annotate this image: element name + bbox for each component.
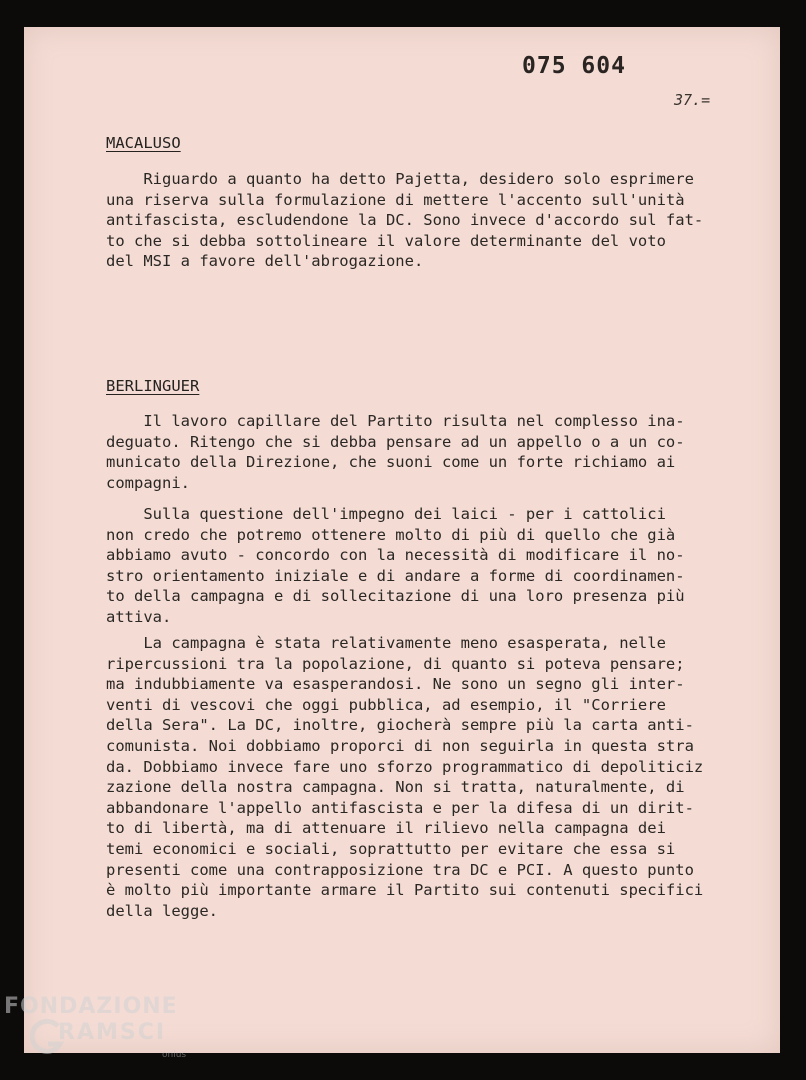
fondazione-gramsci-watermark [0, 990, 200, 1080]
speaker-heading-berlinguer: BERLINGUER [106, 377, 200, 395]
speaker-heading-macaluso: MACALUSO [106, 134, 181, 152]
document-number: 075 604 [522, 53, 626, 79]
paragraph: Sulla questione dell'impegno dei laici - per i cattolici non credo che potremo ottenere molto di più di quello che già abbiamo avuto - concordo con la necessità di modificare il no- stro orientamento iniziale e di andare a forme di coordinamen- to della campagna e di sollecitazione di una loro presenza più attiva. [106, 505, 685, 626]
watermark-line-1: FONDAZIONE [4, 994, 178, 1019]
paragraph: Riguardo a quanto ha detto Pajetta, desidero solo esprimere una riserva sulla formulazione di mettere l'accento sull'unità antifascista, escludendone la DC. Sono invece d'accordo sul fat- to che si debba sottolineare il valore determinante del voto del MSI a favore dell'abrogazione. [106, 170, 704, 271]
paragraph: La campagna è stata relativamente meno esasperata, nelle ripercussioni tra la popolazione, di quanto si poteva pensare; ma indubbiamente va esasperandosi. Ne sono un segno gli inter- venti di vescovi che oggi pubblica, ad esempio, il "Corriere della Sera". La DC, inoltre, giocherà sempre più la carta anti- comunista. Noi dobbiamo proporci di non seguirla in questa stra da. Dobbiamo invece fare uno sforzo programmatico di depoliticiz zazione della nostra campagna. Non si tratta, naturalmente, di abbandonare l'appello antifascista e per la difesa di un dirit- to di libertà, ma di attenuare il rilievo nella campagna dei temi economici e sociali, soprattutto per evitare che essa si presenti come una contrapposizione tra DC e PCI. A questo punto è molto più importante armare il Partito sui contenuti specifici della legge. [106, 634, 704, 920]
watermark-line-3: onlus [162, 1050, 187, 1060]
watermark-line-2: RAMSCI [58, 1020, 167, 1045]
paragraph: Il lavoro capillare del Partito risulta nel complesso ina- deguato. Ritengo che si debba pensare ad un appello o a un co- municato della Direzione, che suoni come un forte richiamo ai compagni. [106, 412, 685, 492]
document-page [24, 27, 780, 1053]
page-number: 37.= [674, 91, 711, 109]
